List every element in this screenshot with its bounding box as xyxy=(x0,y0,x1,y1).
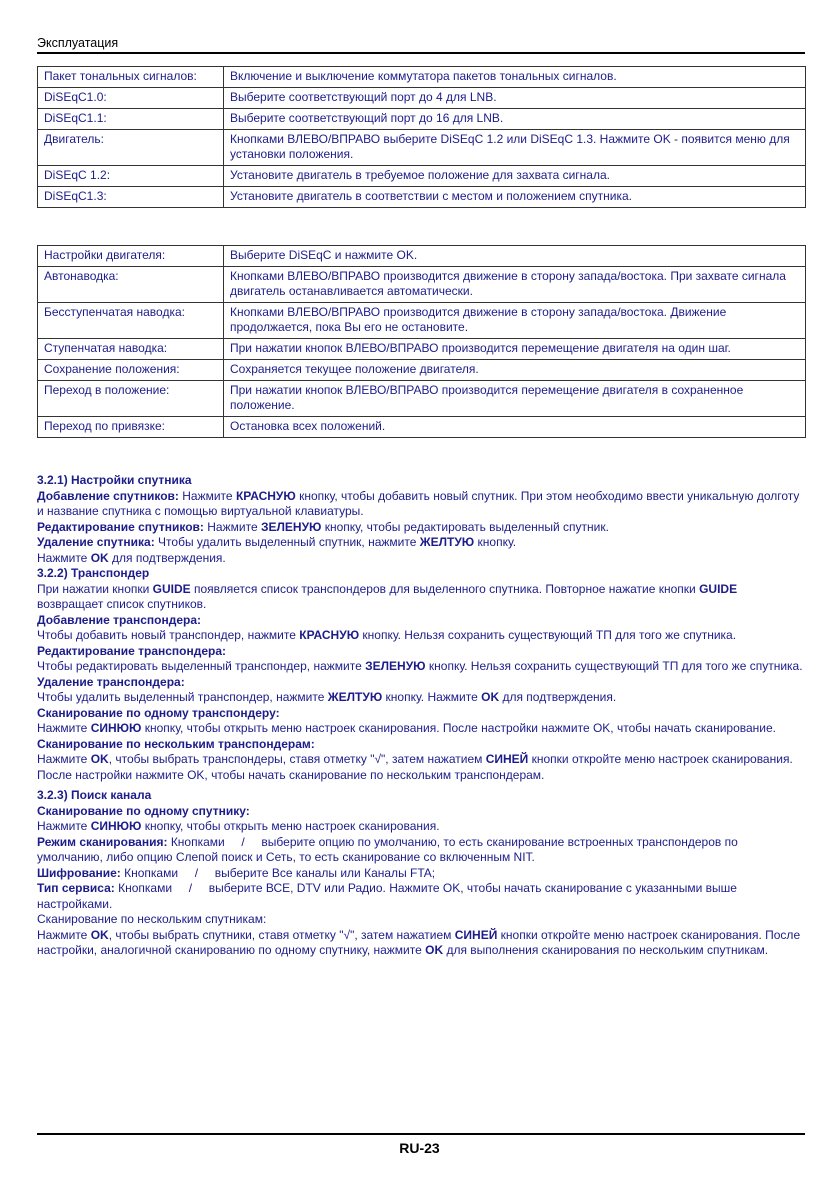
subheading: Сканирование по нескольким транспондерам: xyxy=(37,736,315,751)
body-text xyxy=(37,473,805,959)
paragraph: Тип сервиса: Кнопками / выберите ВСЕ, DTV или Радио. Нажмите OK, чтобы начать сканирование с указанными выше настройками. xyxy=(37,881,741,911)
row-value: Установите двигатель в требуемое положение для захвата сигнала. xyxy=(224,166,806,187)
section-heading: 3.2.3) Поиск канала xyxy=(37,788,152,802)
table-row xyxy=(38,360,806,381)
row-value: Кнопками ВЛЕВО/ВПРАВО производится движение в сторону запада/востока. Движение продолжается, пока Вы его не остановите. xyxy=(224,303,806,339)
paragraph: Удаление спутника: Чтобы удалить выделенный спутник, нажмите ЖЕЛТУЮ кнопку. xyxy=(37,535,517,549)
paragraph: Чтобы удалить выделенный транспондер, нажмите ЖЕЛТУЮ кнопку. Нажмите OK для подтверждения. xyxy=(37,690,617,704)
table-row xyxy=(38,381,806,417)
footer-rule xyxy=(37,1133,805,1135)
row-value: Сохраняется текущее положение двигателя. xyxy=(224,360,806,381)
row-value: Выберите соответствующий порт до 4 для LNB. xyxy=(224,88,806,109)
row-label: DiSEqC1.0: xyxy=(38,88,224,109)
subheading: Сканирование по одному спутнику: xyxy=(37,803,250,818)
section-heading: 3.2.1) Настройки спутника xyxy=(37,473,192,487)
subheading: Редактирование транспондера: xyxy=(37,643,227,658)
paragraph: Чтобы редактировать выделенный транспондер, нажмите ЗЕЛЕНУЮ кнопку. Нельзя сохранить существующий ТП для того же спутника. xyxy=(37,659,803,673)
paragraph: Сканирование по нескольким спутникам: xyxy=(37,912,267,926)
table-row xyxy=(38,339,806,360)
paragraph: Добавление спутников: Нажмите КРАСНУЮ кнопку, чтобы добавить новый спутник. При этом необходимо ввести уникальную долготу и название спутника с помощью виртуальной клавиатуры. xyxy=(37,488,800,518)
paragraph: Нажмите СИНЮЮ кнопку, чтобы открыть меню настроек сканирования. xyxy=(37,819,440,833)
row-value: Кнопками ВЛЕВО/ВПРАВО выберите DiSEqC 1.2 или DiSEqC 1.3. Нажмите OK - появится меню для установки положения. xyxy=(224,130,806,166)
row-label: Переход в положение: xyxy=(38,381,224,417)
row-value: При нажатии кнопок ВЛЕВО/ВПРАВО производится перемещение двигателя на один шаг. xyxy=(224,339,806,360)
row-label: Двигатель: xyxy=(38,130,224,166)
row-label: DiSEqC 1.2: xyxy=(38,166,224,187)
subheading: Добавление транспондера: xyxy=(37,612,202,627)
row-label: Переход по привязке: xyxy=(38,417,224,438)
row-value: Выберите DiSEqC и нажмите OK. xyxy=(224,246,806,267)
page-number: RU-23 xyxy=(399,1140,440,1156)
subheading: Удаление транспондера: xyxy=(37,674,185,689)
section-heading: 3.2.2) Транспондер xyxy=(37,566,150,580)
subheading: Сканирование по одному транспондеру: xyxy=(37,705,280,720)
table-row xyxy=(38,109,806,130)
paragraph: Нажмите OK, чтобы выбрать спутники, ставя отметку "√", затем нажатием СИНЕЙ кнопки откройте меню настроек сканирования. После настройки, аналогичной сканированию по одному спутнику, нажмите OK для выполнения сканирования по нескольким спутникам. xyxy=(37,927,801,957)
row-label: Автонаводка: xyxy=(38,267,224,303)
row-value: Установите двигатель в соответствии с местом и положением спутника. xyxy=(224,187,806,208)
row-value: При нажатии кнопок ВЛЕВО/ВПРАВО производится перемещение двигателя в сохраненное положение. xyxy=(224,381,806,417)
table-row xyxy=(38,246,806,267)
row-value: Кнопками ВЛЕВО/ВПРАВО производится движение в сторону запада/востока. При захвате сигнала двигатель останавливается автоматически. xyxy=(224,267,806,303)
paragraph: Редактирование спутников: Нажмите ЗЕЛЕНУЮ кнопку, чтобы редактировать выделенный спутник. xyxy=(37,519,609,534)
paragraph: Нажмите СИНЮЮ кнопку, чтобы открыть меню настроек сканирования. После настройки нажмите OK, чтобы начать сканирование. xyxy=(37,721,776,735)
row-label: DiSEqC1.1: xyxy=(38,109,224,130)
section-header: Эксплуатация xyxy=(37,36,805,54)
row-value: Включение и выключение коммутатора пакетов тональных сигналов. xyxy=(224,67,806,88)
paragraph: Нажмите OK для подтверждения. xyxy=(37,550,226,565)
table-row xyxy=(38,187,806,208)
table-row xyxy=(38,166,806,187)
motor-settings-table xyxy=(37,245,806,438)
row-value: Остановка всех положений. xyxy=(224,417,806,438)
row-label: Пакет тональных сигналов: xyxy=(38,67,224,88)
lnb-settings-table xyxy=(37,66,806,208)
table-row xyxy=(38,417,806,438)
row-label: Сохранение положения: xyxy=(38,360,224,381)
paragraph: При нажатии кнопки GUIDE появляется список транспондеров для выделенного спутника. Повторное нажатие кнопки GUIDE возвращает список спутников. xyxy=(37,581,738,611)
table-row xyxy=(38,130,806,166)
table-row xyxy=(38,88,806,109)
paragraph: Шифрование: Кнопками / выберите Все каналы или Каналы FTA; xyxy=(37,865,436,880)
table-row xyxy=(38,67,806,88)
row-value: Выберите соответствующий порт до 16 для LNB. xyxy=(224,109,806,130)
paragraph: Режим сканирования: Кнопками / выберите опцию по умолчанию, то есть сканирование встроенных транспондеров по умолчанию, либо опцию Слепой поиск и Сеть, то есть сканирование со включенным NIT. xyxy=(37,834,742,864)
row-label: Ступенчатая наводка: xyxy=(38,339,224,360)
row-label: Настройки двигателя: xyxy=(38,246,224,267)
row-label: DiSEqC1.3: xyxy=(38,187,224,208)
paragraph: Нажмите OK, чтобы выбрать транспондеры, ставя отметку "√", затем нажатием СИНЕЙ кнопки откройте меню настроек сканирования. После настройки нажмите OK, чтобы начать сканирование по нескольким транспондерам. xyxy=(37,752,793,782)
table-row xyxy=(38,267,806,303)
table-row xyxy=(38,303,806,339)
paragraph: Чтобы добавить новый транспондер, нажмите КРАСНУЮ кнопку. Нельзя сохранить существующий ТП для того же спутника. xyxy=(37,628,737,642)
row-label: Бесступенчатая наводка: xyxy=(38,303,224,339)
